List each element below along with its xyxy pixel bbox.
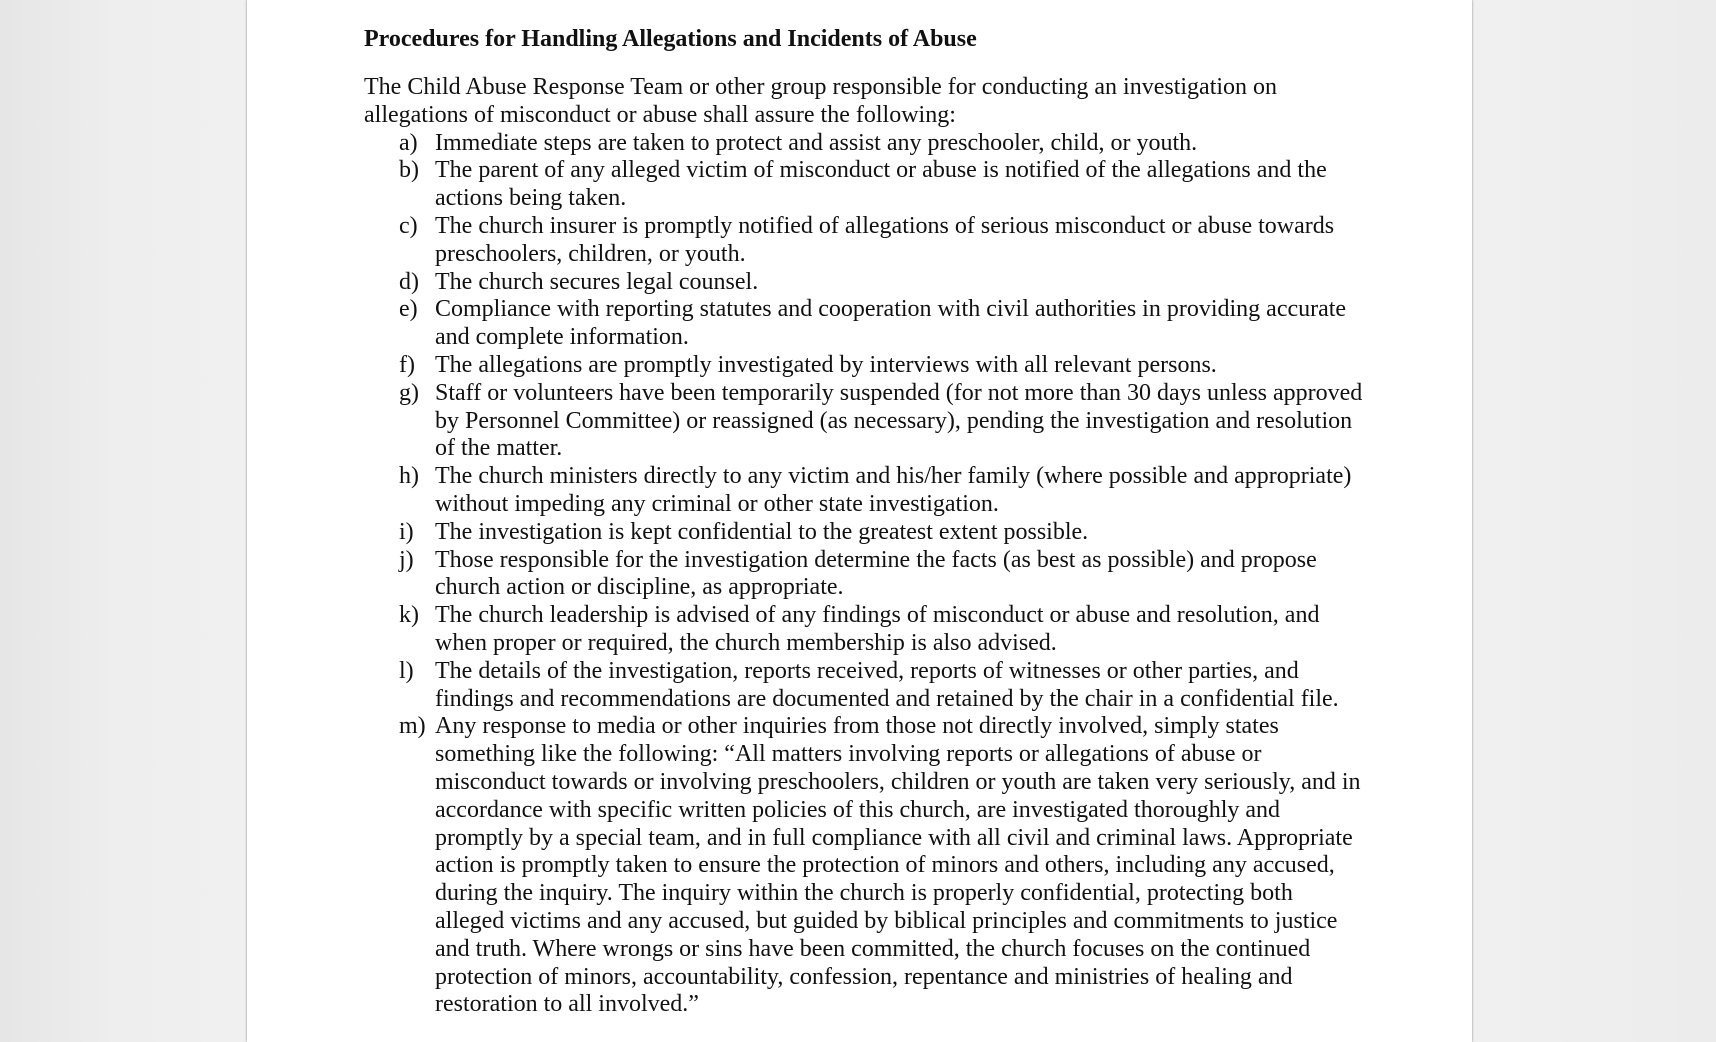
list-item-text: The church secures legal counsel.: [435, 268, 759, 295]
list-item: [364, 213, 1364, 269]
list-item: [364, 157, 1364, 213]
list-marker: k): [399, 602, 419, 629]
list-item: [364, 296, 1364, 352]
list-item-text: The allegations are promptly investigated by interviews with all relevant persons.: [435, 351, 1217, 378]
list-marker: d): [399, 268, 419, 295]
list-item: [364, 658, 1364, 714]
list-item: [364, 713, 1364, 1019]
list-item: [364, 130, 1364, 158]
list-item-text: The parent of any alleged victim of misconduct or abuse is notified of the allegations and the actions being taken.: [435, 157, 1327, 212]
list-marker: g): [399, 379, 419, 406]
list-marker: f): [399, 351, 415, 378]
list-marker: b): [399, 157, 419, 184]
list-item-text: The church leadership is advised of any findings of misconduct or abuse and resolution, and when proper or required, the church membership is also advised.: [435, 602, 1320, 656]
list-marker: h): [399, 463, 419, 490]
list-item-text: Compliance with reporting statutes and cooperation with civil authorities in providing accurate and complete information.: [435, 296, 1347, 351]
list-item-text: Any response to media or other inquiries from those not directly involved, simply states something like the following: “All matters involving reports or allegations of abuse or misconduct towards or involving preschoolers, children or youth are taken very seriously, and in accordance with specific written policies of this church, are investigated thoroughly and promptly by a special team, and in full compliance with all civil and criminal laws. Appropriate action is promptly taken to ensure the protection of minors and others, including any accused, during the inquiry. The inquiry within the church is properly confidential, protecting both alleged victims and any accused, but guided by biblical principles and commitments to justice and truth. Where wrongs or sins have been committed, the church focuses on the continued protection of minors, accountability, confession, repentance and ministries of healing and restoration to all involved.”: [435, 713, 1361, 1018]
list-item-text: Staff or volunteers have been temporarily suspended (for not more than 30 days unless approved by Personnel Committee) or reassigned (as necessary), pending the investigation and resolution of the matter.: [435, 379, 1363, 462]
list-marker: j): [399, 546, 414, 573]
list-item-text: Immediate steps are taken to protect and assist any preschooler, child, or youth.: [435, 129, 1198, 156]
intro-paragraph: The Child Abuse Response Team or other group responsible for conducting an investigation on allegations of misconduct or abuse shall assure the following:: [364, 74, 1278, 128]
list-item: [364, 547, 1364, 603]
list-item: [364, 602, 1364, 658]
list-item-text: The investigation is kept confidential to the greatest extent possible.: [435, 518, 1089, 545]
document-body: [364, 24, 1364, 1019]
requirements-list: [364, 130, 1364, 1020]
list-item-text: The church ministers directly to any victim and his/her family (where possible and appropriate) without impeding any criminal or other state investigation.: [435, 463, 1352, 517]
list-marker: a): [399, 129, 418, 156]
list-item: [364, 352, 1364, 380]
list-item: [364, 519, 1364, 547]
list-item: [364, 269, 1364, 297]
document-page: [247, 0, 1472, 1042]
list-marker: c): [399, 212, 418, 239]
list-marker: l): [399, 657, 414, 684]
list-item-text: The details of the investigation, reports received, reports of witnesses or other parties, and findings and recommendations are documented and retained by the chair in a confidential file.: [435, 657, 1339, 712]
list-item-text: The church insurer is promptly notified of allegations of serious misconduct or abuse towards preschoolers, children, or youth.: [435, 212, 1335, 267]
list-marker: e): [399, 296, 418, 323]
section-heading: Procedures for Handling Allegations and Incidents of Abuse: [364, 26, 977, 52]
list-item-text: Those responsible for the investigation determine the facts (as best as possible) and propose church action or discipline, as appropriate.: [435, 546, 1317, 601]
list-item: [364, 380, 1364, 463]
list-item: [364, 463, 1364, 519]
list-marker: m): [399, 713, 426, 740]
list-marker: i): [399, 518, 414, 545]
